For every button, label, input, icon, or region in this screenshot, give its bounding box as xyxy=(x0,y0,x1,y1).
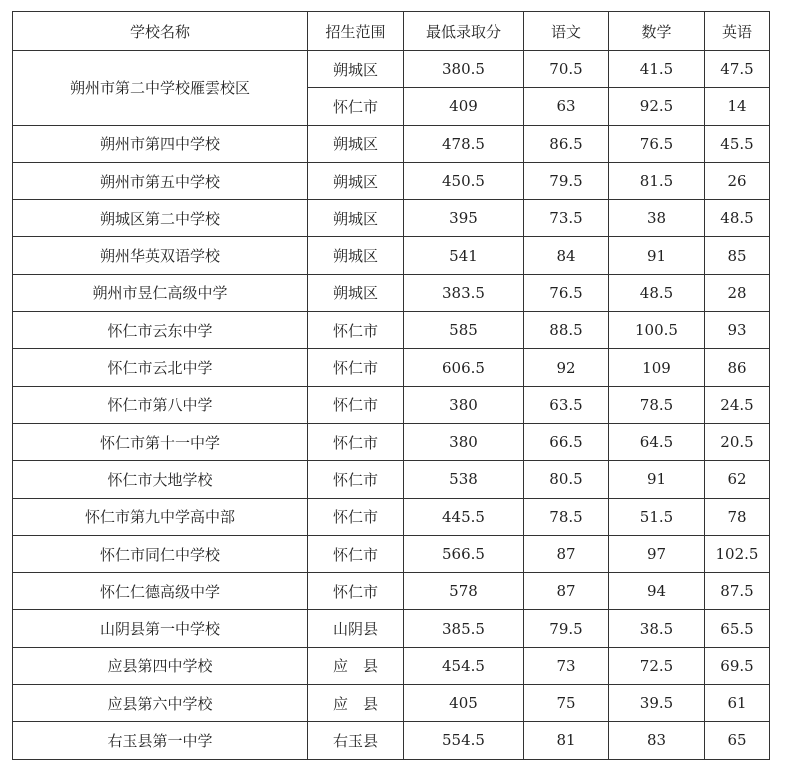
table-row xyxy=(13,722,770,759)
range-cell: 怀仁市 xyxy=(308,88,404,125)
english-cell: 26 xyxy=(705,162,770,199)
school-name-cell: 怀仁市第八中学 xyxy=(13,386,308,423)
min-score-cell: 554.5 xyxy=(404,722,524,759)
table-row xyxy=(13,51,770,88)
min-score-cell: 606.5 xyxy=(404,349,524,386)
table-row xyxy=(13,685,770,722)
min-score-cell: 380 xyxy=(404,423,524,460)
english-cell: 93 xyxy=(705,312,770,349)
school-name-cell: 朔州市第五中学校 xyxy=(13,162,308,199)
table-header-row xyxy=(13,12,770,51)
school-name-cell: 山阴县第一中学校 xyxy=(13,610,308,647)
math-cell: 94 xyxy=(609,573,705,610)
math-cell: 72.5 xyxy=(609,647,705,684)
math-cell: 91 xyxy=(609,237,705,274)
school-name-cell: 怀仁市同仁中学校 xyxy=(13,535,308,572)
table-row xyxy=(13,573,770,610)
table-row xyxy=(13,423,770,460)
english-cell: 48.5 xyxy=(705,200,770,237)
math-cell: 38.5 xyxy=(609,610,705,647)
school-name-cell: 怀仁市云东中学 xyxy=(13,312,308,349)
math-cell: 91 xyxy=(609,461,705,498)
chinese-cell: 86.5 xyxy=(524,125,609,162)
school-name-cell: 怀仁市第十一中学 xyxy=(13,423,308,460)
chinese-cell: 66.5 xyxy=(524,423,609,460)
min-score-cell: 478.5 xyxy=(404,125,524,162)
chinese-cell: 92 xyxy=(524,349,609,386)
chinese-cell: 70.5 xyxy=(524,51,609,88)
range-cell: 怀仁市 xyxy=(308,461,404,498)
chinese-cell: 73 xyxy=(524,647,609,684)
chinese-cell: 63 xyxy=(524,88,609,125)
table-row xyxy=(13,386,770,423)
chinese-cell: 63.5 xyxy=(524,386,609,423)
min-score-cell: 409 xyxy=(404,88,524,125)
min-score-cell: 395 xyxy=(404,200,524,237)
english-cell: 78 xyxy=(705,498,770,535)
chinese-cell: 76.5 xyxy=(524,274,609,311)
english-cell: 62 xyxy=(705,461,770,498)
school-name-cell: 应县第六中学校 xyxy=(13,685,308,722)
range-cell: 怀仁市 xyxy=(308,349,404,386)
math-cell: 81.5 xyxy=(609,162,705,199)
english-cell: 87.5 xyxy=(705,573,770,610)
header-school: 学校名称 xyxy=(13,12,308,51)
min-score-cell: 538 xyxy=(404,461,524,498)
english-cell: 65.5 xyxy=(705,610,770,647)
min-score-cell: 385.5 xyxy=(404,610,524,647)
range-cell: 右玉县 xyxy=(308,722,404,759)
header-math: 数学 xyxy=(609,12,705,51)
chinese-cell: 73.5 xyxy=(524,200,609,237)
range-cell: 山阴县 xyxy=(308,610,404,647)
school-name-cell: 朔州市第二中学校雁雲校区 xyxy=(13,51,308,126)
math-cell: 51.5 xyxy=(609,498,705,535)
math-cell: 38 xyxy=(609,200,705,237)
chinese-cell: 87 xyxy=(524,535,609,572)
math-cell: 97 xyxy=(609,535,705,572)
table-row xyxy=(13,125,770,162)
english-cell: 47.5 xyxy=(705,51,770,88)
min-score-cell: 380.5 xyxy=(404,51,524,88)
english-cell: 24.5 xyxy=(705,386,770,423)
math-cell: 92.5 xyxy=(609,88,705,125)
chinese-cell: 87 xyxy=(524,573,609,610)
math-cell: 76.5 xyxy=(609,125,705,162)
chinese-cell: 88.5 xyxy=(524,312,609,349)
range-cell: 怀仁市 xyxy=(308,386,404,423)
table-row xyxy=(13,610,770,647)
chinese-cell: 79.5 xyxy=(524,610,609,647)
table-row xyxy=(13,200,770,237)
english-cell: 14 xyxy=(705,88,770,125)
range-cell: 怀仁市 xyxy=(308,312,404,349)
range-cell: 朔城区 xyxy=(308,200,404,237)
range-cell: 怀仁市 xyxy=(308,535,404,572)
chinese-cell: 75 xyxy=(524,685,609,722)
range-cell: 朔城区 xyxy=(308,125,404,162)
table-row xyxy=(13,498,770,535)
english-cell: 86 xyxy=(705,349,770,386)
english-cell: 61 xyxy=(705,685,770,722)
school-name-cell: 应县第四中学校 xyxy=(13,647,308,684)
math-cell: 100.5 xyxy=(609,312,705,349)
min-score-cell: 578 xyxy=(404,573,524,610)
min-score-cell: 541 xyxy=(404,237,524,274)
range-cell: 应 县 xyxy=(308,647,404,684)
min-score-cell: 445.5 xyxy=(404,498,524,535)
header-min-score: 最低录取分 xyxy=(404,12,524,51)
school-name-cell: 朔州市第四中学校 xyxy=(13,125,308,162)
table-row xyxy=(13,162,770,199)
english-cell: 102.5 xyxy=(705,535,770,572)
english-cell: 65 xyxy=(705,722,770,759)
english-cell: 20.5 xyxy=(705,423,770,460)
school-name-cell: 朔州华英双语学校 xyxy=(13,237,308,274)
min-score-cell: 450.5 xyxy=(404,162,524,199)
table-row xyxy=(13,349,770,386)
math-cell: 64.5 xyxy=(609,423,705,460)
school-name-cell: 怀仁市第九中学高中部 xyxy=(13,498,308,535)
chinese-cell: 79.5 xyxy=(524,162,609,199)
table-row xyxy=(13,274,770,311)
english-cell: 69.5 xyxy=(705,647,770,684)
admission-score-table xyxy=(12,11,770,760)
chinese-cell: 84 xyxy=(524,237,609,274)
chinese-cell: 81 xyxy=(524,722,609,759)
table-row xyxy=(13,461,770,498)
min-score-cell: 383.5 xyxy=(404,274,524,311)
min-score-cell: 380 xyxy=(404,386,524,423)
chinese-cell: 80.5 xyxy=(524,461,609,498)
min-score-cell: 405 xyxy=(404,685,524,722)
table-row xyxy=(13,535,770,572)
math-cell: 78.5 xyxy=(609,386,705,423)
range-cell: 朔城区 xyxy=(308,51,404,88)
min-score-cell: 454.5 xyxy=(404,647,524,684)
header-range: 招生范围 xyxy=(308,12,404,51)
math-cell: 48.5 xyxy=(609,274,705,311)
header-chinese: 语文 xyxy=(524,12,609,51)
header-english: 英语 xyxy=(705,12,770,51)
min-score-cell: 566.5 xyxy=(404,535,524,572)
school-name-cell: 怀仁市大地学校 xyxy=(13,461,308,498)
english-cell: 28 xyxy=(705,274,770,311)
chinese-cell: 78.5 xyxy=(524,498,609,535)
range-cell: 朔城区 xyxy=(308,162,404,199)
math-cell: 39.5 xyxy=(609,685,705,722)
english-cell: 45.5 xyxy=(705,125,770,162)
school-name-cell: 朔州市昱仁高级中学 xyxy=(13,274,308,311)
range-cell: 怀仁市 xyxy=(308,498,404,535)
school-name-cell: 朔城区第二中学校 xyxy=(13,200,308,237)
range-cell: 朔城区 xyxy=(308,237,404,274)
table-row xyxy=(13,647,770,684)
range-cell: 怀仁市 xyxy=(308,423,404,460)
school-name-cell: 怀仁仁德高级中学 xyxy=(13,573,308,610)
range-cell: 怀仁市 xyxy=(308,573,404,610)
range-cell: 朔城区 xyxy=(308,274,404,311)
range-cell: 应 县 xyxy=(308,685,404,722)
table-row xyxy=(13,237,770,274)
min-score-cell: 585 xyxy=(404,312,524,349)
school-name-cell: 右玉县第一中学 xyxy=(13,722,308,759)
math-cell: 41.5 xyxy=(609,51,705,88)
table-row xyxy=(13,312,770,349)
math-cell: 109 xyxy=(609,349,705,386)
math-cell: 83 xyxy=(609,722,705,759)
school-name-cell: 怀仁市云北中学 xyxy=(13,349,308,386)
english-cell: 85 xyxy=(705,237,770,274)
